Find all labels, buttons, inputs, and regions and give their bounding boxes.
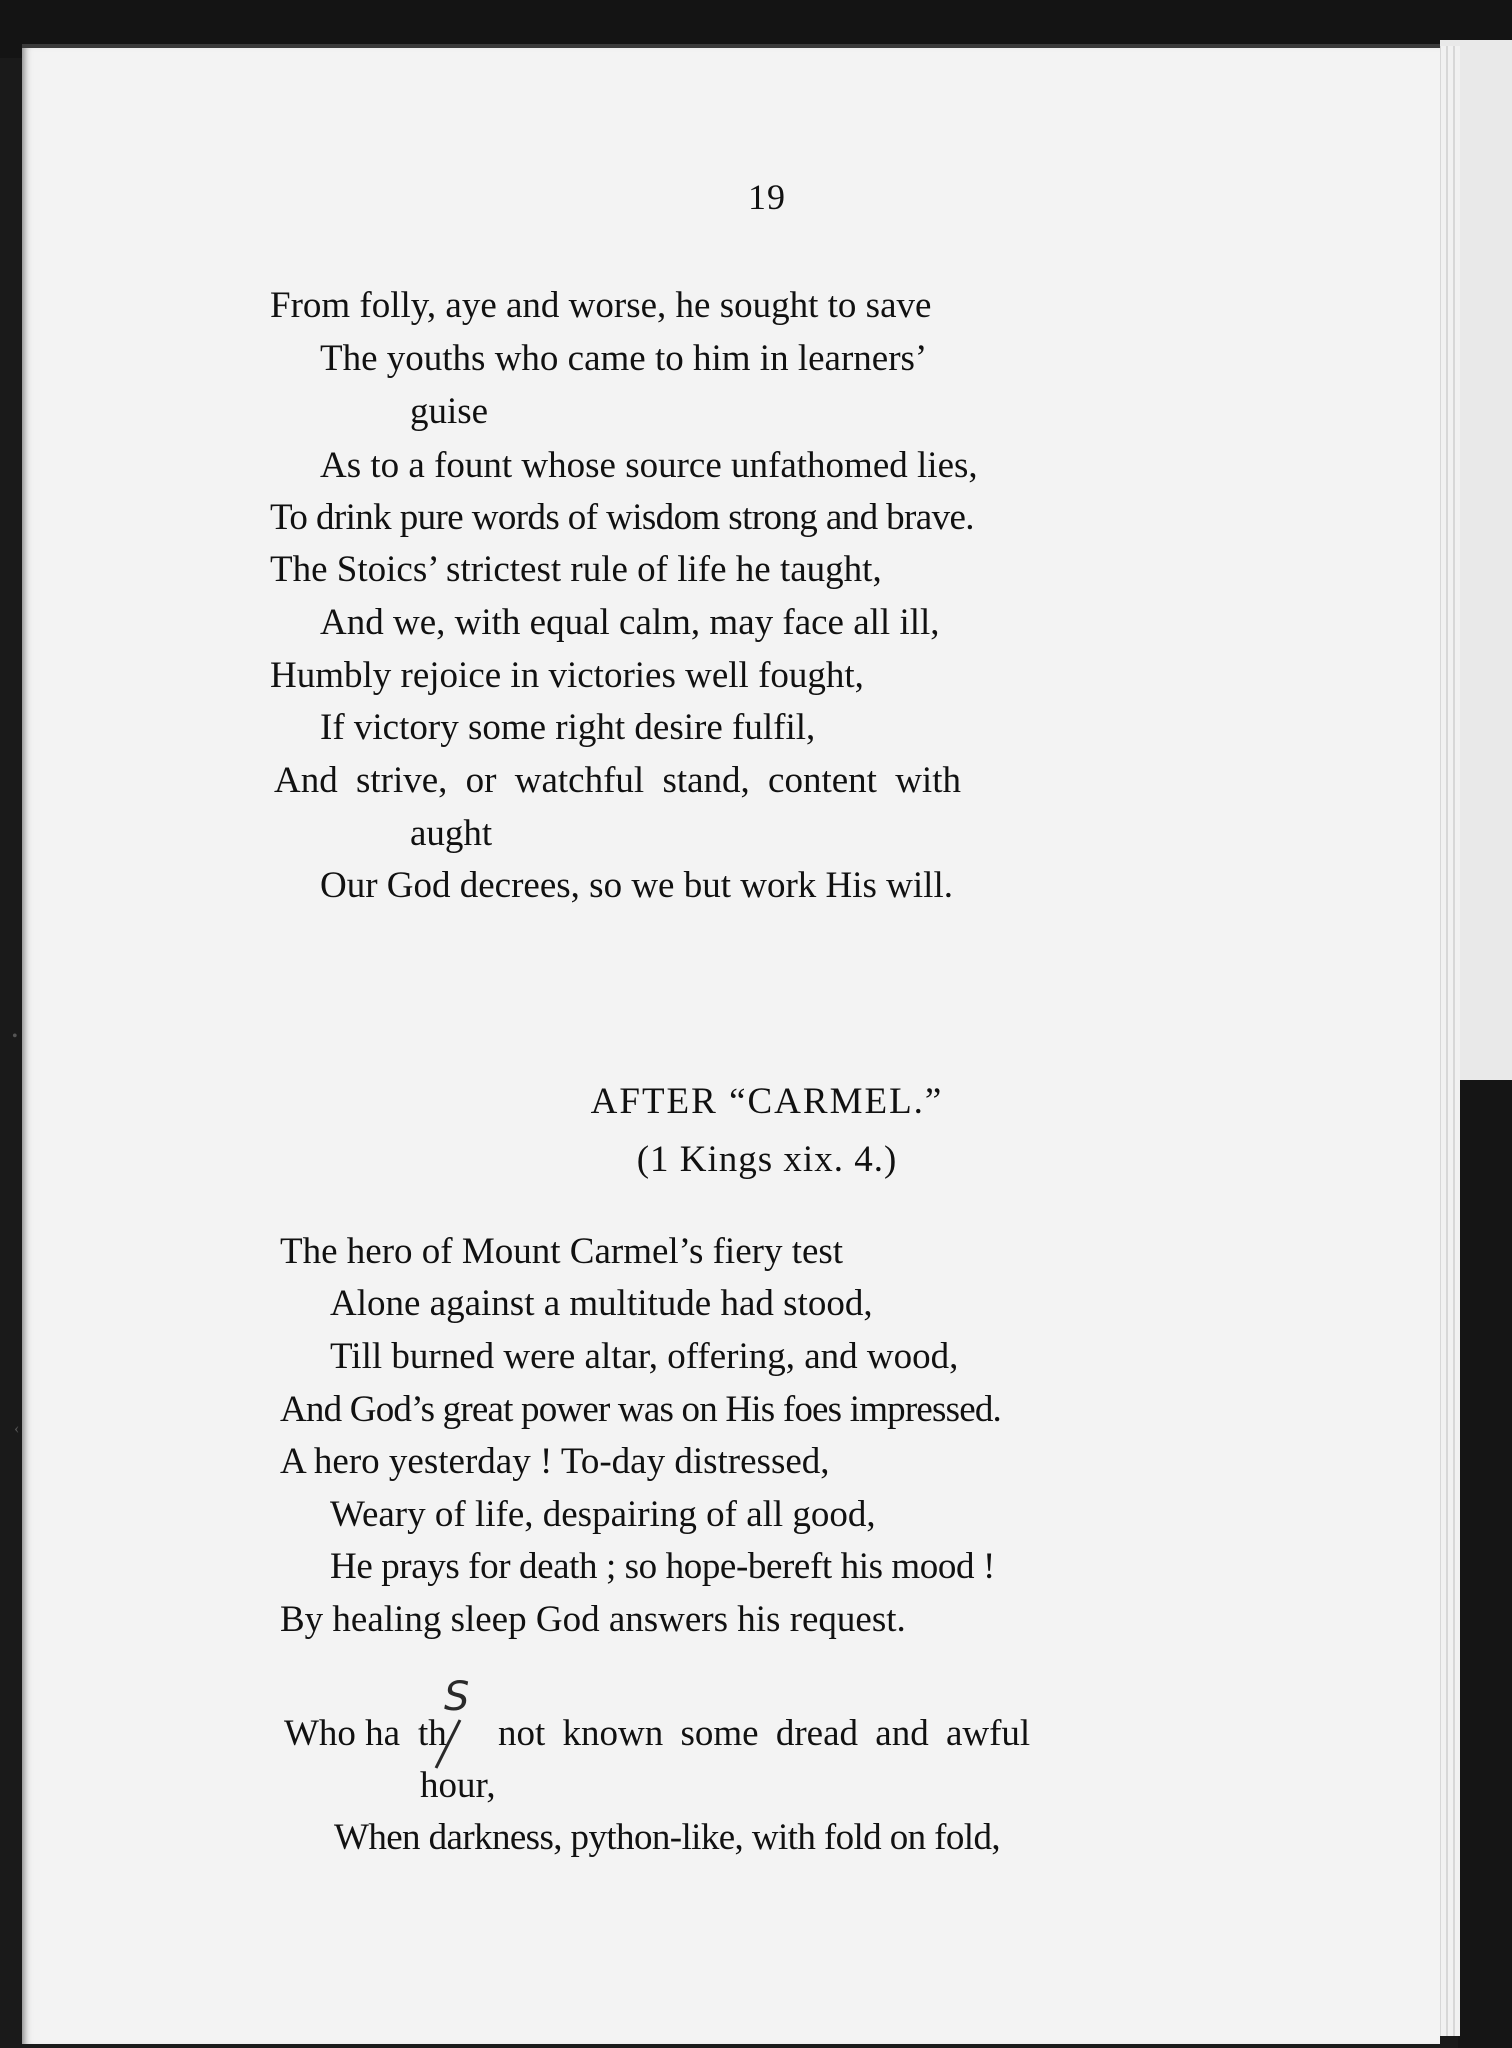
- poem1-line-6: The Stoics’ strictest rule of life he taught,: [270, 549, 882, 590]
- poem1-line-9: If victory some right desire fulfil,: [320, 707, 816, 748]
- poem2-line-7: He prays for death ; so hope-bereft his mood !: [330, 1546, 995, 1587]
- edge-tick: ‹: [14, 1420, 20, 1437]
- poem2-stanza2-line-2: hour,: [420, 1765, 496, 1806]
- pencil-strike-mark: [430, 1716, 466, 1772]
- poem2-line-8: By healing sleep God answers his request.: [280, 1599, 906, 1640]
- book-page: [22, 44, 1440, 2044]
- poem2-line-2: Alone against a multitude had stood,: [330, 1283, 873, 1324]
- poem1-line-3: guise: [410, 391, 489, 432]
- poem2-line-4: And God’s great power was on His foes impressed.: [280, 1389, 1001, 1430]
- poem2-struck-letters: th: [418, 1713, 447, 1754]
- poem2-line-5: A hero yesterday ! To-day distressed,: [280, 1441, 830, 1482]
- poem2-line-6: Weary of life, despairing of all good,: [330, 1494, 876, 1535]
- poem1-line-2: The youths who came to him in learners’: [320, 338, 928, 379]
- pencil-inserted-letter: S: [444, 1674, 470, 1720]
- poem2-subtitle: (1 Kings xix. 4.): [636, 1139, 898, 1180]
- poem2-line-1: The hero of Mount Carmel’s fiery test: [280, 1231, 844, 1272]
- poem1-line-12: Our God decrees, so we but work His will.: [320, 865, 953, 906]
- poem1-line-1: From folly, aye and worse, he sought to save: [270, 285, 932, 326]
- poem1-line-11: aught: [410, 813, 493, 854]
- scan-right-shadow: [1458, 1080, 1512, 2048]
- poem1-line-10: And strive, or watchful stand, content with: [274, 760, 961, 801]
- poem2-stanza2-line-3: When darkness, python-like, with fold on fold,: [334, 1817, 1001, 1858]
- poem2-stanza2-line-start: Who ha: [284, 1713, 401, 1754]
- page-number: 19: [748, 177, 786, 217]
- poem1-line-4: As to a fount whose source unfathomed lies,: [320, 445, 978, 486]
- poem2-title: AFTER “CARMEL.”: [590, 1081, 944, 1122]
- poem1-line-7: And we, with equal calm, may face all ill,: [320, 602, 940, 643]
- poem1-line-8: Humbly rejoice in victories well fought,: [270, 655, 864, 696]
- poem2-stanza2-line-end: not known some dread and awful: [498, 1713, 1031, 1754]
- poem2-line-3: Till burned were altar, offering, and wood,: [330, 1336, 959, 1377]
- edge-speck: •: [12, 1028, 18, 1045]
- poem1-line-5: To drink pure words of wisdom strong and brave.: [270, 497, 974, 538]
